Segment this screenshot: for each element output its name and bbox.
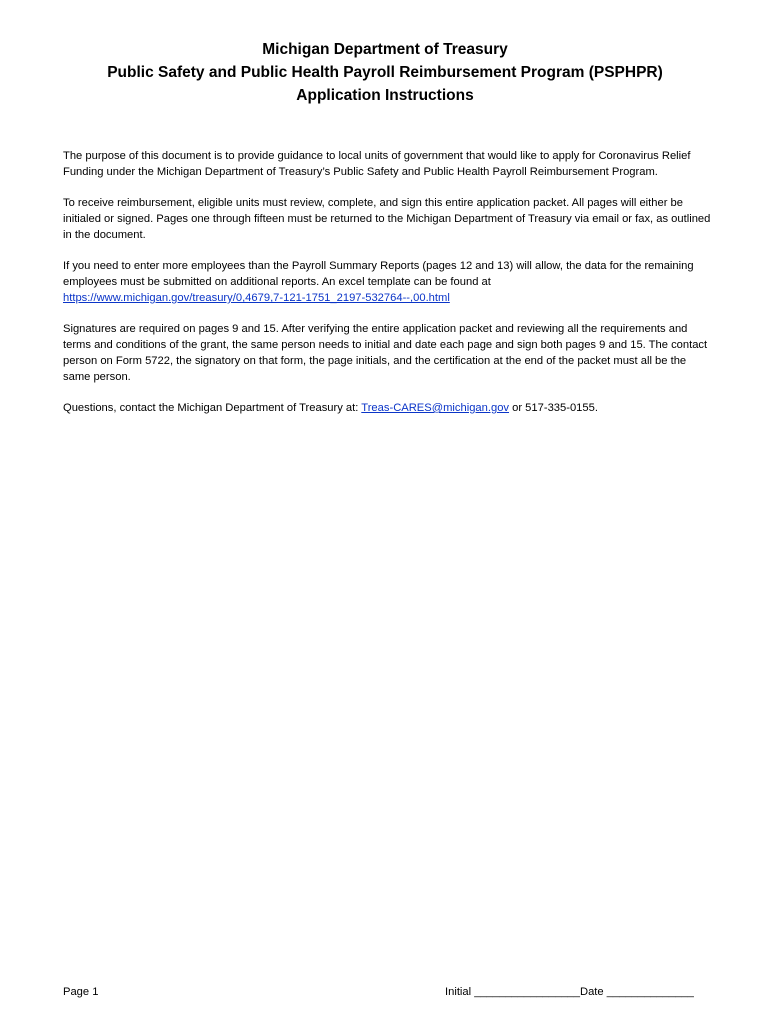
paragraph-additional-employees-text: If you need to enter more employees than the Payroll Summary Reports (pages 12 and 13) will allow, the data for the remaining employees must be submitted on additional reports. An excel template can be found at (63, 260, 694, 288)
page-footer (63, 984, 713, 1002)
initial-date-line: Initial _________________Date ______________ (445, 986, 694, 998)
title-subtitle: Application Instructions (296, 87, 474, 104)
paragraph-questions (63, 400, 713, 416)
paragraph-additional-employees (63, 258, 713, 306)
contact-phone-text: or 517-335-0155. (509, 402, 598, 414)
paragraph-reimbursement: To receive reimbursement, eligible units must review, complete, and sign this entire application packet. All pages will either be initialed or signed. Pages one through fifteen must be returned to the Michigan Department of Treasury via email or fax, as outlined in the document. (63, 197, 711, 241)
contact-email-link[interactable]: Treas-CARES@michigan.gov (361, 402, 510, 414)
paragraph-purpose: The purpose of this document is to provide guidance to local units of government that would like to apply for Coronavirus Relief Funding under the Michigan Department of Treasury’s Public Safety and Public Health Payroll Reimbursement Program. (63, 150, 691, 178)
paragraph-questions-text: Questions, contact the Michigan Department of Treasury at: (63, 402, 362, 414)
page-number: Page 1 (63, 986, 99, 998)
title-agency: Michigan Department of Treasury (262, 41, 508, 58)
excel-template-link[interactable]: https://www.michigan.gov/treasury/0,4679,7-121-1751_2197-532764--,00.html (63, 292, 450, 304)
paragraph-signatures: Signatures are required on pages 9 and 15. After verifying the entire application packet and reviewing all the requirements and terms and conditions of the grant, the same person needs to initial and date each page and sign both pages 9 and 15. The contact person on Form 5722, the signatory on that form, the page initials, and the certification at the end of the packet must all be the same person. (63, 323, 708, 383)
document-body (63, 148, 713, 431)
title-program: Public Safety and Public Health Payroll Reimbursement Program (PSPHPR) (107, 64, 663, 81)
document-title (40, 38, 730, 107)
